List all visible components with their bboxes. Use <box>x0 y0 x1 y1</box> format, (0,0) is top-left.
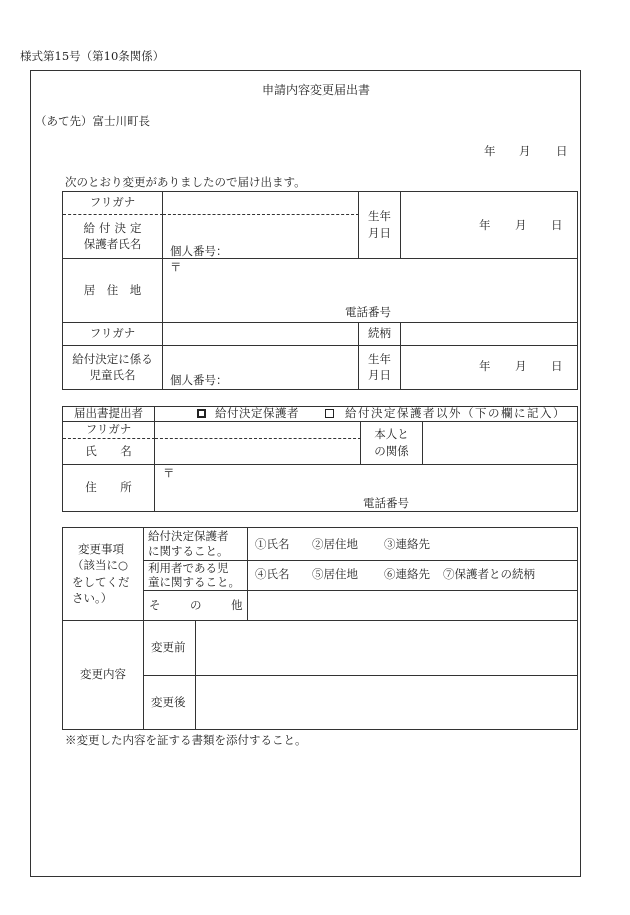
submitter-label: 届出書提出者 <box>63 407 155 422</box>
submitter-furigana-label: フリガナ <box>63 422 155 439</box>
guardian-postal-mark: 〒 <box>170 260 182 274</box>
guardian-info-table <box>62 191 578 390</box>
guardian-option-residence[interactable]: ②居住地 <box>312 537 358 551</box>
submitter-relationship-label <box>361 422 423 465</box>
child-furigana-field[interactable] <box>163 323 359 346</box>
submitter-postal-mark: 〒 <box>163 466 175 480</box>
after-label: 変更後 <box>151 695 186 709</box>
guardian-birth-day-label: 日 <box>551 218 563 232</box>
guardian-address-label: 居 住 地 <box>63 259 163 323</box>
child-relationship-field[interactable] <box>401 323 577 346</box>
child-option-residence[interactable]: ⑤居住地 <box>312 567 358 581</box>
submitter-name-field[interactable] <box>155 439 361 465</box>
submitter-relationship-label-line2: の関係 <box>374 443 409 458</box>
submitter-address-label: 住 所 <box>63 465 155 511</box>
before-field[interactable] <box>196 621 577 676</box>
child-name-label-line1: 給付決定に係る <box>72 351 153 366</box>
guardian-individual-number-label: 個人番号： <box>170 244 228 258</box>
child-birthdate-field[interactable] <box>401 346 577 389</box>
other-category-label: そ の 他 <box>144 591 248 621</box>
change-items-label-line4: さい。） <box>72 591 113 605</box>
child-options <box>248 561 577 591</box>
child-category-line2: 童に関すること。 <box>148 575 240 589</box>
submitter-phone-label: 電話番号 <box>363 496 409 510</box>
non-guardian-option-label: 給付決定保護者以外（下の欄に記入） <box>345 406 566 420</box>
submitter-address-field[interactable] <box>155 465 577 511</box>
submitter-relationship-label-line1: 本人と <box>374 427 409 441</box>
other-field[interactable] <box>248 591 577 621</box>
child-relationship-label: 続柄 <box>359 323 401 346</box>
guardian-birthdate-label-line2: 月日 <box>368 225 391 240</box>
non-guardian-checkbox[interactable] <box>325 409 334 418</box>
submitter-relationship-field[interactable] <box>423 422 577 465</box>
guardian-category-line2: に関すること。 <box>148 544 229 558</box>
submission-date-field[interactable] <box>470 143 570 161</box>
attachment-note: ※変更した内容を証する書類を添付すること。 <box>65 733 307 747</box>
submitter-options <box>155 407 577 422</box>
form-title: 申請内容変更届出書 <box>262 83 371 97</box>
change-table <box>62 527 578 730</box>
guardian-birthdate-label-line1: 生年 <box>368 209 391 223</box>
addressee: （あて先）富士川町長 <box>35 114 150 128</box>
guardian-option-name[interactable]: ①氏名 <box>255 537 290 551</box>
child-birth-year-label: 年 <box>479 359 491 373</box>
child-option-contact[interactable]: ⑥連絡先 <box>384 567 430 581</box>
guardian-name-label-line1: 給付決定 <box>83 220 146 235</box>
change-items-label-line3: をしてくだ <box>72 574 130 589</box>
guardian-option-label: 給付決定保護者 <box>215 406 299 420</box>
guardian-checkbox[interactable] <box>197 409 206 418</box>
child-birth-month-label: 月 <box>515 359 527 373</box>
child-name-field[interactable] <box>163 346 359 389</box>
guardian-phone-label: 電話番号 <box>345 305 391 319</box>
guardian-address-field[interactable] <box>163 259 577 323</box>
guardian-birthdate-field[interactable] <box>401 192 577 259</box>
child-birthdate-label-line1: 生年 <box>368 351 391 366</box>
submission-year-label: 年 <box>484 144 496 158</box>
before-label-cell <box>144 621 196 676</box>
after-field[interactable] <box>196 676 577 729</box>
guardian-name-label-line2: 保護者氏名 <box>83 237 142 251</box>
change-items-label <box>63 528 144 621</box>
child-furigana-label: フリガナ <box>63 323 163 346</box>
child-individual-number-label: 個人番号： <box>170 373 228 387</box>
guardian-furigana-label: フリガナ <box>63 192 163 215</box>
child-birth-day-label: 日 <box>551 359 563 373</box>
child-birthdate-label <box>359 346 401 389</box>
intro-text: 次のとおり変更がありましたので届け出ます。 <box>65 175 306 189</box>
submission-day-label: 日 <box>556 144 568 158</box>
change-content-label: 変更内容 <box>63 621 144 729</box>
guardian-name-field[interactable] <box>163 215 359 259</box>
guardian-category-label <box>144 528 248 561</box>
guardian-options <box>248 528 577 561</box>
submitter-name-label: 氏 名 <box>63 439 155 465</box>
submitter-table <box>62 406 578 512</box>
form-number: 様式第15号（第10条関係） <box>20 49 165 63</box>
guardian-option-contact[interactable]: ③連絡先 <box>384 537 430 551</box>
guardian-furigana-field[interactable] <box>163 192 359 215</box>
guardian-birth-year-label: 年 <box>479 218 491 232</box>
after-label-cell <box>144 676 196 729</box>
submission-month-label: 月 <box>519 144 531 158</box>
guardian-birthdate-label <box>359 192 401 259</box>
child-option-name[interactable]: ④氏名 <box>255 567 290 581</box>
change-items-label-line2: （該当に○ <box>72 558 129 572</box>
child-name-label <box>63 346 163 389</box>
guardian-category-line1: 給付決定保護者 <box>148 528 229 543</box>
guardian-name-label <box>63 215 163 259</box>
before-label: 変更前 <box>151 640 186 654</box>
child-birthdate-label-line2: 月日 <box>368 368 391 382</box>
guardian-birth-month-label: 月 <box>515 218 527 232</box>
child-option-relationship[interactable]: ⑦保護者との続柄 <box>443 567 535 581</box>
submitter-furigana-field[interactable] <box>155 422 361 439</box>
child-name-label-line2: 児童氏名 <box>89 368 136 382</box>
change-items-label-line1: 変更事項 <box>78 541 124 556</box>
child-category-line1: 利用者である児 <box>148 560 229 575</box>
child-category-label <box>144 561 248 591</box>
